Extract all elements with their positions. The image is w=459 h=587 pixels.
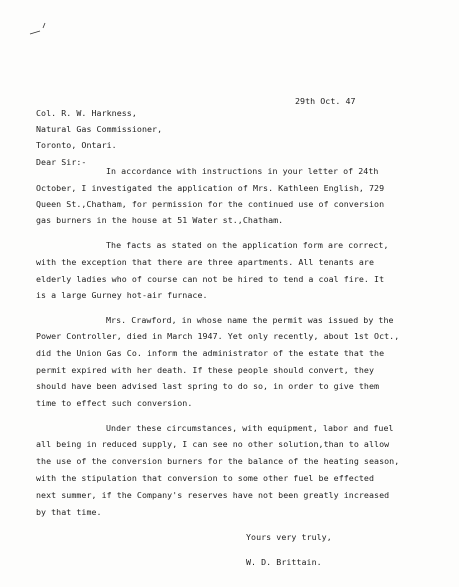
recipient-city: Toronto, Ontari. — [36, 140, 117, 150]
paragraph-4-line-3: the use of the conversion burners for the balance of the heating season, — [36, 456, 400, 466]
recipient-title: Natural Gas Commissioner, — [36, 124, 163, 134]
paragraph-3-line-3: did the Union Gas Co. inform the administrator of the estate that the — [36, 348, 385, 358]
signature: W. D. Brittain. — [246, 557, 322, 567]
paragraph-1-line-4: gas burners in the house at 51 Water st.,Chatham. — [36, 215, 284, 225]
paragraph-4-line-1: Under these circumstances, with equipment, labor and fuel — [106, 423, 394, 433]
paragraph-1-line-3: Queen St.,Chatham, for permission for the continued use of conversion — [36, 199, 385, 209]
paragraph-1-line-1: In accordance with instructions in your letter of 24th — [106, 166, 379, 176]
paragraph-4-line-2: all being in reduced supply, I can see no other solution,than to allow — [36, 439, 390, 449]
paragraph-3-line-4: permit expired with her death. If these people should convert, they — [36, 365, 375, 375]
paragraph-3-line-2: Power Controller, died in March 1947. Yet only recently, about 1st Oct., — [36, 331, 400, 341]
paragraph-4-line-4: with the stipulation that conversion to some other fuel be effected — [36, 473, 375, 483]
paragraph-2-line-4: is a large Gurney hot-air furnace. — [36, 290, 208, 300]
letter-date: 29th Oct. 47 — [295, 96, 356, 106]
recipient-name: Col. R. W. Harkness, — [36, 108, 137, 118]
salutation: Dear Sir:- — [36, 157, 87, 167]
paragraph-4-line-6: by that time. — [36, 507, 102, 517]
pen-mark — [28, 22, 52, 36]
paragraph-3-line-1: Mrs. Crawford, in whose name the permit was issued by the — [106, 315, 394, 325]
paragraph-4-line-5: next summer, if the Company's reserves have not been greatly increased — [36, 490, 390, 500]
paragraph-1-line-2: October, I investigated the application of Mrs. Kathleen English, 729 — [36, 183, 385, 193]
paragraph-3-line-5: should have been advised last spring to do so, in order to give them — [36, 381, 380, 391]
paragraph-3-line-6: time to effect such conversion. — [36, 398, 193, 408]
paragraph-2-line-2: with the exception that there are three apartments. All tenants are — [36, 257, 375, 267]
closing: Yours very truly, — [246, 532, 332, 542]
paragraph-2-line-1: The facts as stated on the application form are correct, — [106, 240, 389, 250]
paragraph-2-line-3: elderly ladies who of course can not be hired to tend a coal fire. It — [36, 274, 385, 284]
